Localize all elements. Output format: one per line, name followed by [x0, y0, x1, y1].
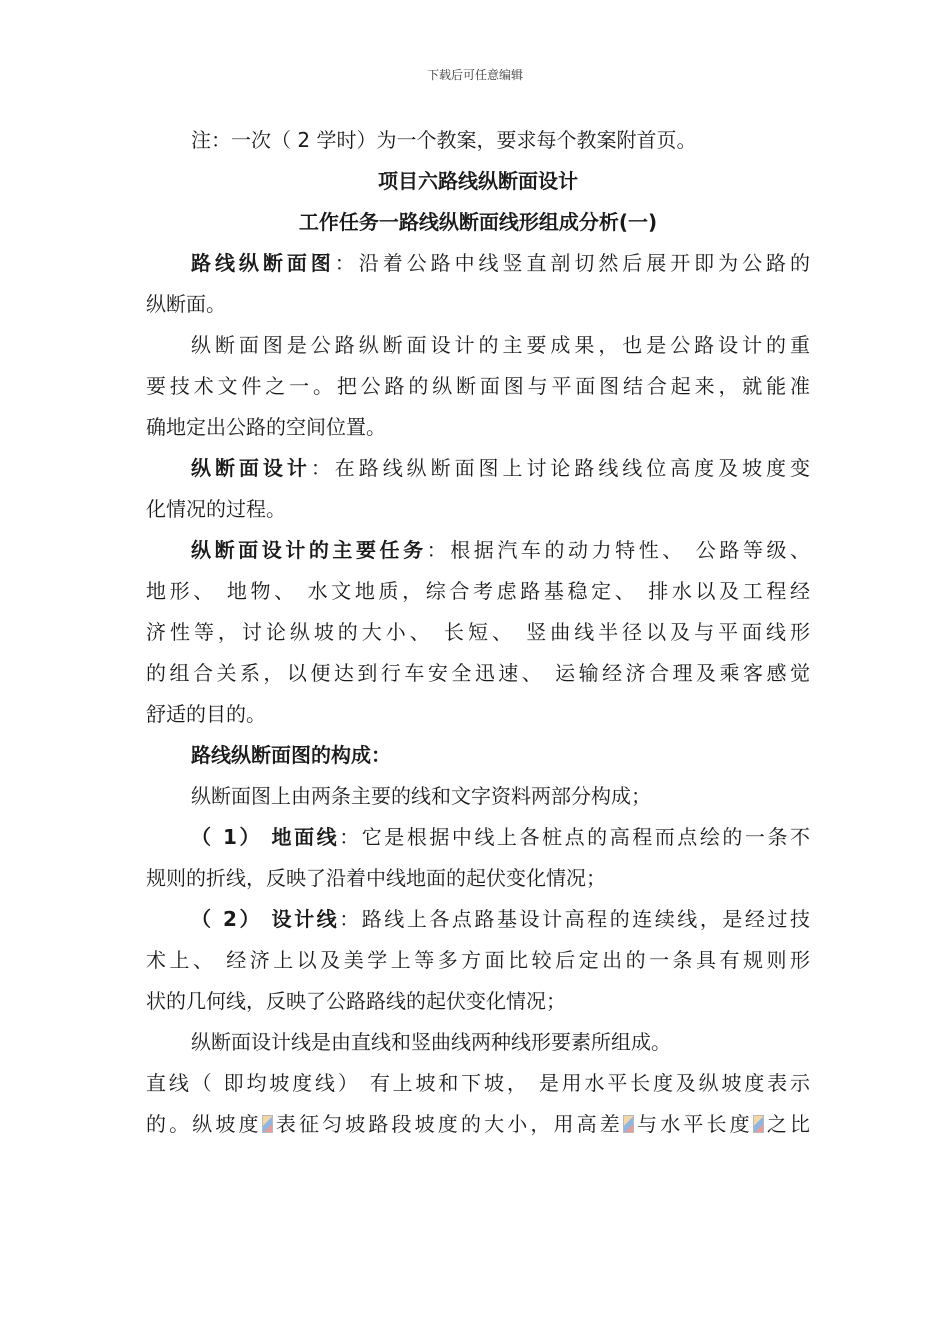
paragraph-line [146, 243, 810, 284]
term-colon: ： [339, 825, 362, 849]
paragraph-line: 纵断面图上由两条主要的线和文字资料两部分构成； [191, 784, 651, 808]
document-body [146, 120, 810, 1145]
paragraph-line [146, 1104, 810, 1145]
paragraph-line: 状的几何线，反映了公路路线的起伏变化情况； [146, 989, 566, 1013]
paragraph-line [146, 817, 810, 858]
paragraph-line: 确地定出公路的空间位置。 [146, 415, 386, 439]
term-label: 路线纵断面图 [191, 251, 335, 275]
paragraph-text: 路线上各点路基设计高程的连续线，是经过技 [361, 907, 811, 931]
term-colon: ： [339, 907, 362, 931]
paragraph-text: 表征匀坡路段坡度的大小，用高差 [272, 1112, 623, 1136]
broken-image-icon [753, 1115, 764, 1133]
paragraph-line: 化情况的过程。 [146, 497, 286, 521]
broken-image-icon [262, 1115, 273, 1133]
note-line: 注：一次（ 2 学时）为一个教案，要求每个教案附首页。 [191, 128, 697, 152]
paragraph-line: 舒适的目的。 [146, 702, 266, 726]
paragraph-text: 的。纵坡度 [146, 1112, 262, 1136]
paragraph-line: 纵断面图是公路纵断面设计的主要成果，也是公路设计的重 [191, 333, 810, 357]
document-subtitle: 工作任务一路线纵断面线形组成分析(一) [298, 210, 658, 234]
paragraph-line [146, 530, 810, 571]
paragraph-line: 术上、 经济上以及美学上等多方面比较后定出的一条具有规则形 [146, 948, 810, 972]
paragraph-line [146, 899, 810, 940]
term-label: 纵断面设计的主要任务 [191, 538, 427, 562]
paragraph-line: 济性等，讨论纵坡的大小、 长短、 竖曲线半径以及与平面线形 [146, 620, 810, 644]
paragraph-line: 规则的折线，反映了沿着中线地面的起伏变化情况； [146, 866, 606, 890]
term-label: （ 2） 设计线 [191, 907, 340, 931]
paragraph-line: 直线（ 即均坡度线） 有上坡和下坡， 是用水平长度及纵坡度表示 [146, 1071, 810, 1095]
paragraph-text: 之比 [763, 1112, 811, 1136]
paragraph-text: 根据汽车的动力特性、 公路等级、 [450, 538, 811, 562]
term-colon: ： [426, 538, 451, 562]
document-title: 项目六路线纵断面设计 [378, 169, 578, 193]
term-label: 纵断面设计 [191, 456, 311, 480]
paragraph-line: 纵断面。 [146, 292, 226, 316]
paragraph-line: 要技术文件之一。把公路的纵断面图与平面图结合起来，就能准 [146, 374, 810, 398]
paragraph-line [146, 448, 810, 489]
paragraph-line: 的组合关系，以便达到行车安全迅速、 运输经济合理及乘客感觉 [146, 661, 810, 685]
paragraph-text: 它是根据中线上各桩点的高程而点绘的一条不 [361, 825, 811, 849]
paragraph-text: 在路线纵断面图上讨论路线线位高度及坡度变 [334, 456, 811, 480]
term-colon: ： [310, 456, 335, 480]
term-colon: ： [334, 251, 359, 275]
paragraph-line: 地形、 地物、 水文地质，综合考虑路基稳定、 排水以及工程经 [146, 579, 810, 603]
paragraph-text: 沿着公路中线竖直剖切然后展开即为公路的 [358, 251, 811, 275]
paragraph-text: 与水平长度 [633, 1112, 753, 1136]
paragraph-line: 纵断面设计线是由直线和竖曲线两种线形要素所组成。 [191, 1030, 671, 1054]
term-label: （ 1） 地面线 [191, 825, 340, 849]
page-header: 下载后可任意编辑 [426, 68, 523, 82]
section-heading: 路线纵断面图的构成： [191, 743, 391, 767]
broken-image-icon [623, 1115, 634, 1133]
